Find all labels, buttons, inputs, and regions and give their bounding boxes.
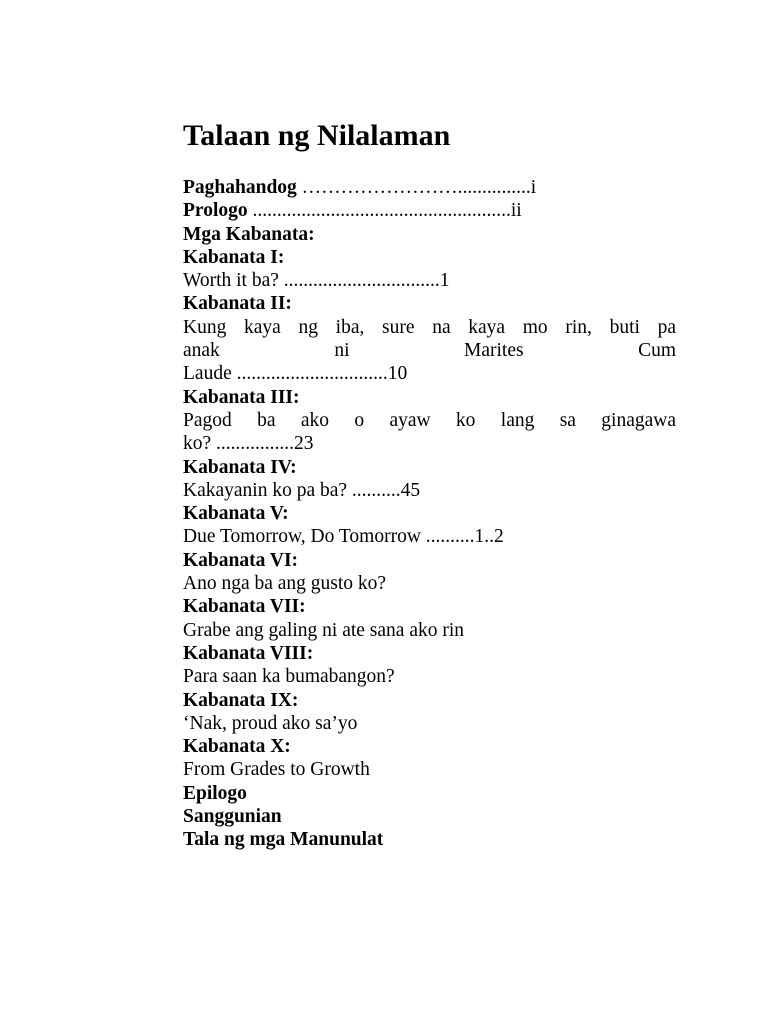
table-of-contents: [183, 176, 676, 852]
chapter-title: Grabe ang galing ni ate sana ako rin: [183, 619, 465, 641]
chapter-title: Worth it ba? ................................1: [183, 270, 450, 292]
chapter-title-line: Kung kaya ng iba, sure na kaya mo rin, buti pa: [183, 316, 676, 338]
chapter-heading: Kabanata IX:: [183, 689, 299, 711]
chapter-title: Kakayanin ko pa ba? ..........45: [183, 479, 421, 501]
toc-entry-leader: .....................................................: [247, 200, 511, 222]
chapter-title-line: Laude ...............................10: [183, 363, 408, 385]
chapter-title: ‘Nak, proud ako sa’yo: [183, 712, 358, 734]
toc-entry-label: Prologo: [183, 200, 248, 222]
toc-entry-sanggunian: Sanggunian: [183, 806, 282, 828]
chapter-heading: Kabanata VII:: [183, 596, 306, 618]
chapter-title: Ano nga ba ang gusto ko?: [183, 573, 387, 595]
toc-entry-label: Paghahandog: [183, 177, 297, 198]
chapter-title: Para saan ka bumabangon?: [183, 666, 395, 688]
toc-entry-epilogo: Epilogo: [183, 782, 247, 804]
chapter-heading: Kabanata V:: [183, 503, 289, 525]
chapter-heading: Kabanata II:: [183, 293, 292, 315]
chapter-heading: Kabanata VI:: [183, 549, 299, 571]
chapter-heading: Kabanata III:: [183, 386, 300, 408]
toc-entry-leader: ……………………...............: [296, 177, 531, 198]
chapter-title-line: ko? ................23: [183, 433, 314, 455]
chapter-heading: Kabanata VIII:: [183, 642, 314, 664]
toc-entry-page: i: [530, 177, 537, 198]
chapter-title-line: anak ni Marites Cum: [183, 340, 676, 362]
chapter-title: From Grades to Growth: [183, 759, 370, 781]
chapter-heading: Kabanata I:: [183, 246, 285, 268]
toc-entry-prologo: [183, 199, 676, 222]
toc-entry-tala-ng-mga-manunulat: Tala ng mga Manunulat: [183, 829, 384, 851]
section-heading: Mga Kabanata:: [183, 223, 315, 245]
toc-entry-page: ii: [510, 200, 522, 222]
toc-entry-paghahandog: [183, 176, 676, 199]
chapter-title-line: Pagod ba ako o ayaw ko lang sa ginagawa: [183, 409, 676, 431]
chapter-heading: Kabanata IV:: [183, 456, 297, 478]
page-title: Talaan ng Nilalaman: [183, 119, 451, 152]
chapter-heading: Kabanata X:: [183, 736, 291, 758]
chapter-title: Due Tomorrow, Do Tomorrow ..........1..2: [183, 526, 504, 548]
